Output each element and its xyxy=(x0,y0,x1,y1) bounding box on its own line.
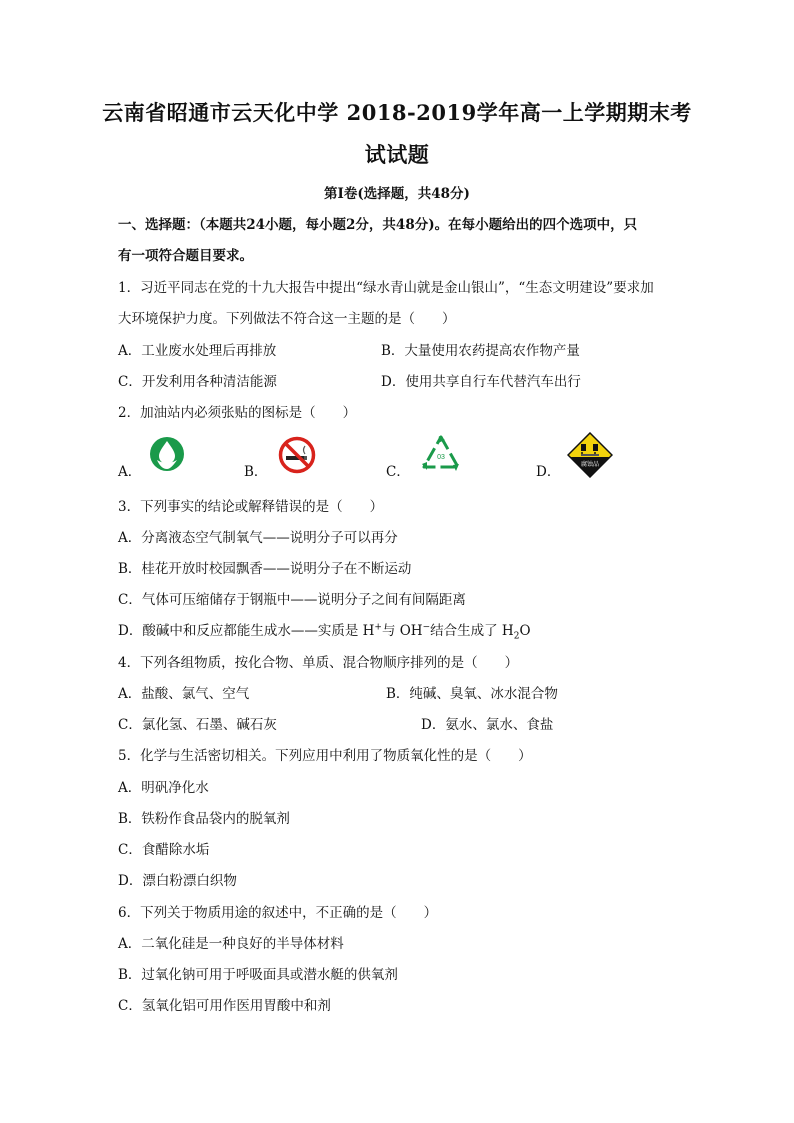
q2-option-d: D． xyxy=(536,464,561,480)
recycle-icon xyxy=(418,434,464,478)
q3-d-text-post: 结合生成了 H xyxy=(430,623,514,639)
q4-stem: 4．下列各组物质，按化合物、单质、混合物顺序排列的是（ ） xyxy=(118,655,519,671)
q3-option-b: B．桂花开放时校园飘香——说明分子在不断运动 xyxy=(118,561,412,577)
exam-title-line2: 试试题 xyxy=(364,142,430,167)
exam-title-line1: 云南省昭通市云天化中学 2018-2019学年高一上学期期末考 xyxy=(102,100,692,125)
q5-option-c: C．食醋除水垢 xyxy=(118,842,210,858)
no-smoking-icon xyxy=(278,436,316,478)
q5-stem: 5．化学与生活密切相关。下列应用中利用了物质氧化性的是（ ） xyxy=(118,748,532,764)
q3-d-sup-plus: + xyxy=(374,622,382,633)
q5-option-b: B．铁粉作食品袋内的脱氧剂 xyxy=(118,811,290,827)
q4-option-d: D．氨水、氯水、食盐 xyxy=(421,717,554,733)
q3-option-c: C．气体可压缩储存于钢瓶中——说明分子之间有间隔距离 xyxy=(118,592,466,608)
q1-option-c: C．开发利用各种清洁能源 xyxy=(118,374,277,390)
part-heading: 第Ⅰ卷(选择题，共48分) xyxy=(324,186,470,202)
q1-stem-line2: 大环境保护力度。下列做法不符合这一主题的是（ ） xyxy=(118,311,456,327)
q6-option-b: B．过氧化钠可用于呼吸面具或潜水艇的供氧剂 xyxy=(118,967,398,983)
q3-stem: 3．下列事实的结论或解释错误的是（ ） xyxy=(118,499,384,515)
q3-d-text-mid: 与 OH xyxy=(381,623,423,639)
q2-option-a: A． xyxy=(118,464,142,480)
q3-d-text-end: O xyxy=(519,623,531,639)
q2-stem: 2．加油站内必须张贴的图标是（ ） xyxy=(118,405,357,421)
q3-option-d xyxy=(118,619,531,642)
q5-option-d: D．漂白粉漂白织物 xyxy=(118,873,237,889)
water-drop-icon xyxy=(149,436,185,476)
q6-option-c: C．氢氧化铝可用作医用胃酸中和剂 xyxy=(118,998,331,1014)
q1-option-a: A．工业废水处理后再排放 xyxy=(118,343,277,359)
q1-option-d: D．使用共享自行车代替汽车出行 xyxy=(381,374,581,390)
q4-option-c: C．氯化氢、石墨、碱石灰 xyxy=(118,717,277,733)
q3-d-text-pre: D．酸碱中和反应都能生成水——实质是 H xyxy=(118,623,375,639)
q5-option-a: A．明矾净化水 xyxy=(118,780,209,796)
q3-d-sub-2: 2 xyxy=(513,631,520,642)
q2-option-b: B． xyxy=(244,464,268,480)
q3-d-sup-minus: − xyxy=(422,622,431,633)
q1-stem-line1: 1．习近平同志在党的十九大报告中提出“绿水青山就是金山银山”，“生态文明建设”要求加 xyxy=(118,280,654,296)
q2-option-c: C． xyxy=(386,464,410,480)
section-instructions-line1: 一、选择题：（本题共24小题，每小题2分，共48分)。在每小题给出的四个选项中，只 xyxy=(118,217,638,233)
q6-option-a: A．二氧化硅是一种良好的半导体材料 xyxy=(118,936,344,952)
corrosive-icon xyxy=(567,432,613,482)
q1-option-b: B．大量使用农药提高农作物产量 xyxy=(381,343,580,359)
corrosive-label: 腐蚀品 xyxy=(580,461,600,468)
recycle-code-label: 03 xyxy=(437,454,445,461)
q4-option-b: B．纯碱、臭氧、冰水混合物 xyxy=(386,686,558,702)
q3-option-a: A．分离液态空气制氧气——说明分子可以再分 xyxy=(118,530,398,546)
q6-stem: 6．下列关于物质用途的叙述中，不正确的是（ ） xyxy=(118,905,438,921)
q4-option-a: A．盐酸、氯气、空气 xyxy=(118,686,250,702)
section-instructions-line2: 有一项符合题目要求。 xyxy=(118,248,253,264)
